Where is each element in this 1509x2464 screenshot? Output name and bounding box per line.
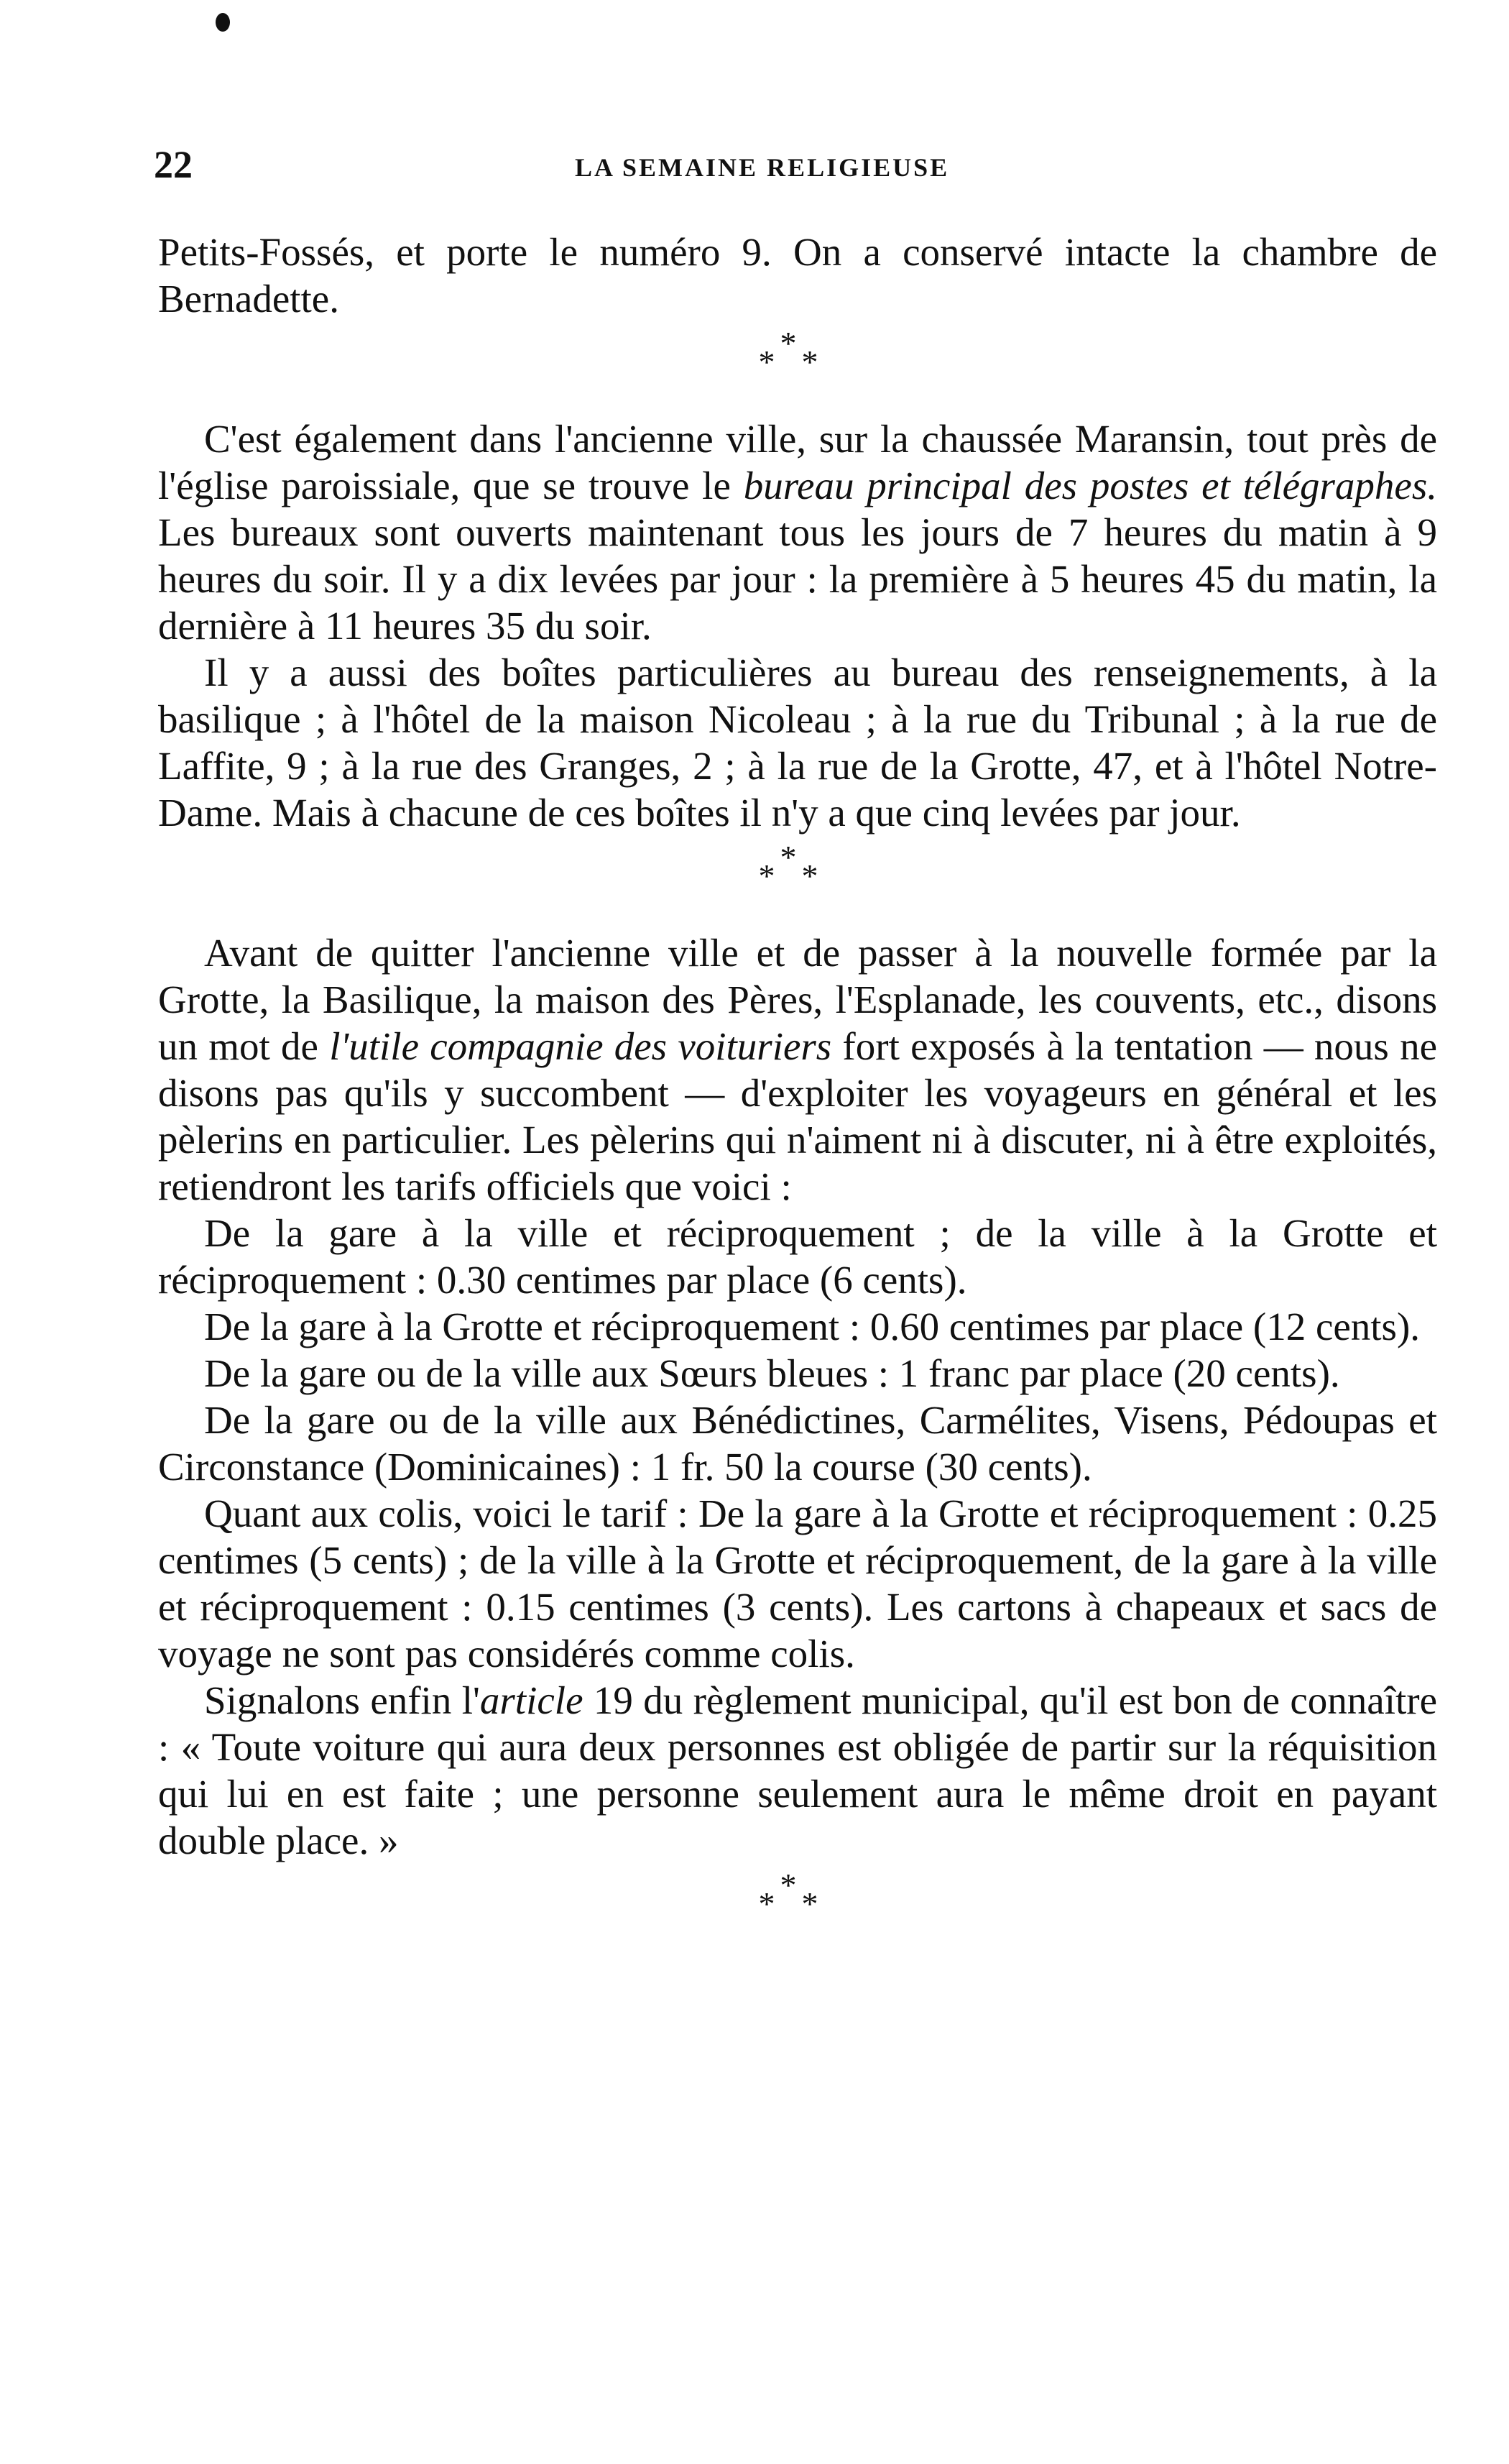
paragraph-5: De la gare à la ville et réciproquement ; de la ville à la Grotte et réciproquement : 0.30 centimes par place (6 cents). [158,1211,1437,1302]
page-number: 22 [154,143,193,186]
section-separator [158,322,1437,415]
paragraph-4 [158,929,1437,1210]
separator-star: * [801,1885,820,1922]
paragraph-2-text-a: C'est également dans l'ancienne ville, sur la chaussée Maransin, tout près de l'église paroissiale, que se trouve le [158,417,1437,507]
paragraph-1: Petits-Fossés, et porte le numéro 9. On a conservé intacte la chambre de Bernadette. [158,230,1437,321]
body-text [158,229,1437,1957]
separator-star: * [801,344,820,380]
paragraph-2 [158,415,1437,649]
paragraph-2-italic: bureau principal des postes et télégraphes. [743,464,1438,507]
paragraph-4-italic: l'utile compagnie des voituriers [329,1024,832,1068]
separator-star: * [758,858,777,894]
separator-star: * [780,325,798,362]
paragraph-10-text-a: Signalons enfin l' [204,1678,480,1722]
separator-star: * [780,839,798,875]
section-separator [158,836,1437,929]
paragraph-7: De la gare ou de la ville aux Sœurs bleues : 1 franc par place (20 cents). [204,1351,1340,1395]
separator-star: * [758,1885,777,1922]
paragraph-3: Il y a aussi des boîtes particulières au bureau des renseignements, à la basilique ; à l'hôtel de la maison Nicoleau ; à la rue du Tribunal ; à la rue de Laffite, 9 ; à la rue des Granges, 2 ; à la rue de la Grotte, 47, et à l'hôtel Notre-Dame. Mais à chacune de ces boîtes il n'y a que cinq levées par jour. [158,651,1437,835]
paragraph-10-text-b: 19 du règlement municipal, qu'il est bon de connaître : « Toute voiture qui aura deux personnes est obligée de partir sur la réquisition qui lui en est faite ; une personne seulement aura le même droit en payant double place. » [158,1678,1437,1862]
separator-star: * [801,858,820,894]
section-separator [158,1864,1437,1957]
paragraph-4-text-a: Avant de quitter l'ancienne ville et de passer à la nouvelle formée par la Grotte, la Basilique, la maison des Pères, l'Esplanade, les couvents, etc., disons un mot de [158,931,1437,1068]
separator-star: * [758,344,777,380]
paragraph-4-text-b: fort exposés à la tentation — nous ne disons pas qu'ils y succombent — d'exploiter les voyageurs en général et les pèlerins en particulier. Les pèlerins qui n'aiment ni à discuter, ni à être exploités, retiendront les tarifs officiels que voici : [158,1024,1437,1208]
paragraph-6: De la gare à la Grotte et réciproquement : 0.60 centimes par place (12 cents). [204,1305,1421,1348]
paragraph-10-italic: article [479,1678,583,1722]
paragraph-2-text-b: Les bureaux sont ouverts maintenant tous les jours de 7 heures du matin à 9 heures du soir. Il y a dix levées par jour : la première à 5 heures 45 du matin, la dernière à 11 heures 35 du soir. [158,510,1437,648]
paragraph-9: Quant aux colis, voici le tarif : De la gare à la Grotte et réciproquement : 0.25 centimes (5 cents) ; de la ville à la Grotte et réciproquement, de la gare à la ville et réciproquement : 0.15 centimes (3 cents). Les cartons à chapeaux et sacs de voyage ne sont pas considérés comme colis. [158,1491,1437,1675]
print-speck [216,13,230,32]
separator-star: * [780,1867,798,1903]
running-title: LA SEMAINE RELIGIEUSE [575,153,950,182]
paragraph-10 [158,1677,1437,1864]
page-header [151,142,1444,200]
paragraph-8: De la gare ou de la ville aux Bénédictines, Carmélites, Visens, Pédoupas et Circonstance (Dominicaines) : 1 fr. 50 la course (30 cents). [158,1398,1437,1489]
